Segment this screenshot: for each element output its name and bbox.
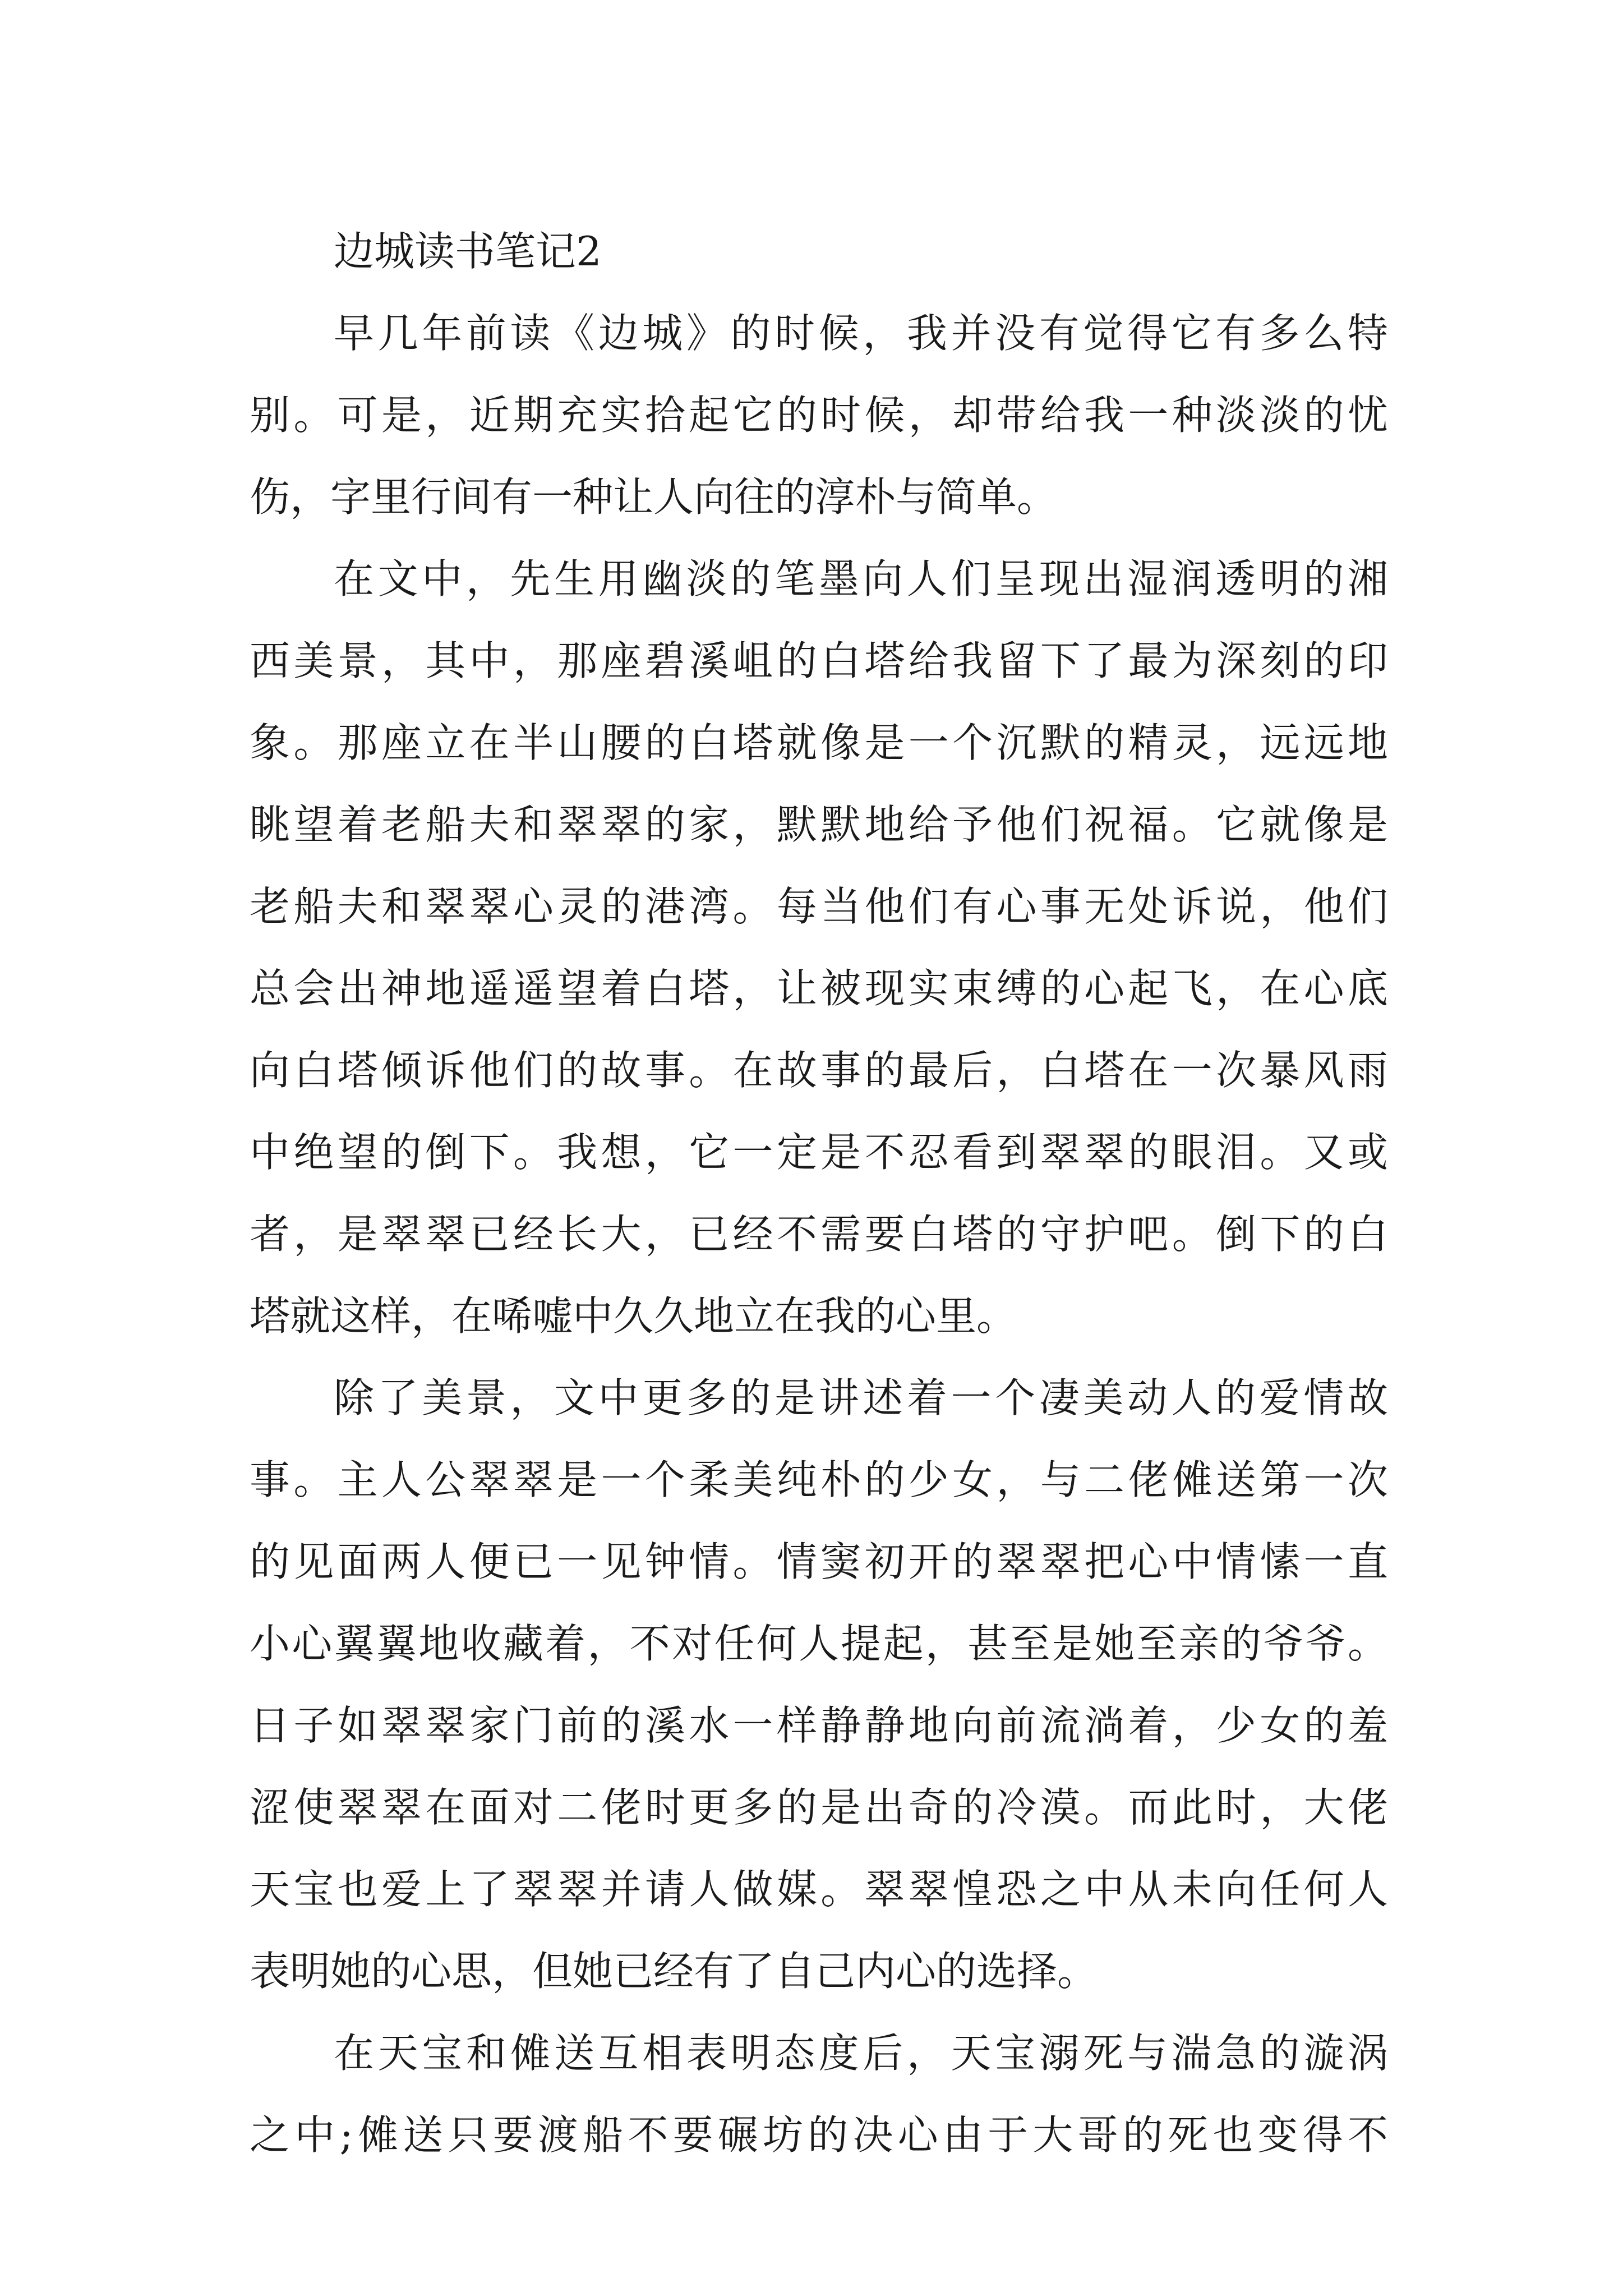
text-line: 表明她的心思，但她已经有了自己内心的选择。 xyxy=(250,1948,1098,1995)
text-line: 涩使翠翠在面对二佬时更多的是出奇的冷漠。而此时，大佬 xyxy=(250,1784,1388,1831)
text-line: 除了美景，文中更多的是讲述着一个凄美动人的爱情故 xyxy=(334,1374,1388,1421)
paragraph xyxy=(250,292,1388,538)
text-line: 天宝也爱上了翠翠并请人做媒。翠翠惶恐之中从未向任何人 xyxy=(250,1866,1388,1913)
text-line: 者，是翠翠已经长大，已经不需要白塔的守护吧。倒下的白 xyxy=(250,1211,1388,1258)
text-line: 老船夫和翠翠心灵的港湾。每当他们有心事无处诉说，他们 xyxy=(250,883,1388,930)
text-line: 塔就这样，在唏嘘中久久地立在我的心里。 xyxy=(250,1292,1017,1340)
document-title: 边城读书笔记2 xyxy=(334,228,602,275)
text-line: 日子如翠翠家门前的溪水一样静静地向前流淌着，少女的羞 xyxy=(250,1702,1388,1749)
text-line: 之中;傩送只要渡船不要碾坊的决心由于大哥的死也变得不 xyxy=(250,2111,1388,2159)
paragraph xyxy=(250,2012,1388,2176)
text-line: 向白塔倾诉他们的故事。在故事的最后，白塔在一次暴风雨 xyxy=(250,1047,1388,1094)
text-line: 中绝望的倒下。我想，它一定是不忍看到翠翠的眼泪。又或 xyxy=(250,1129,1388,1176)
text-line: 总会出神地遥遥望着白塔，让被现实束缚的心起飞，在心底 xyxy=(250,965,1388,1012)
paragraph xyxy=(250,538,1388,1357)
text-line: 西美景，其中，那座碧溪岨的白塔给我留下了最为深刻的印 xyxy=(250,637,1388,684)
text-line: 眺望着老船夫和翠翠的家，默默地给予他们祝福。它就像是 xyxy=(250,801,1388,848)
text-line: 象。那座立在半山腰的白塔就像是一个沉默的精灵，远远地 xyxy=(250,719,1388,766)
text-line: 伤，字里行间有一种让人向往的淳朴与简单。 xyxy=(250,473,1058,521)
text-line: 事。主人公翠翠是一个柔美纯朴的少女，与二佬傩送第一次 xyxy=(250,1456,1388,1503)
text-line: 小心翼翼地收藏着，不对任何人提起，甚至是她至亲的爷爷。 xyxy=(250,1620,1388,1667)
text-line: 早几年前读《边城》的时候，我并没有觉得它有多么特 xyxy=(334,310,1388,357)
text-line: 在文中，先生用幽淡的笔墨向人们呈现出湿润透明的湘 xyxy=(334,555,1388,602)
text-line: 别。可是，近期充实拾起它的时候，却带给我一种淡淡的忧 xyxy=(250,392,1388,439)
paragraph xyxy=(250,1357,1388,2012)
document-body xyxy=(250,210,1388,2176)
text-line: 的见面两人便已一见钟情。情窦初开的翠翠把心中情愫一直 xyxy=(250,1538,1388,1585)
text-line: 在天宝和傩送互相表明态度后，天宝溺死与湍急的漩涡 xyxy=(334,2030,1388,2077)
